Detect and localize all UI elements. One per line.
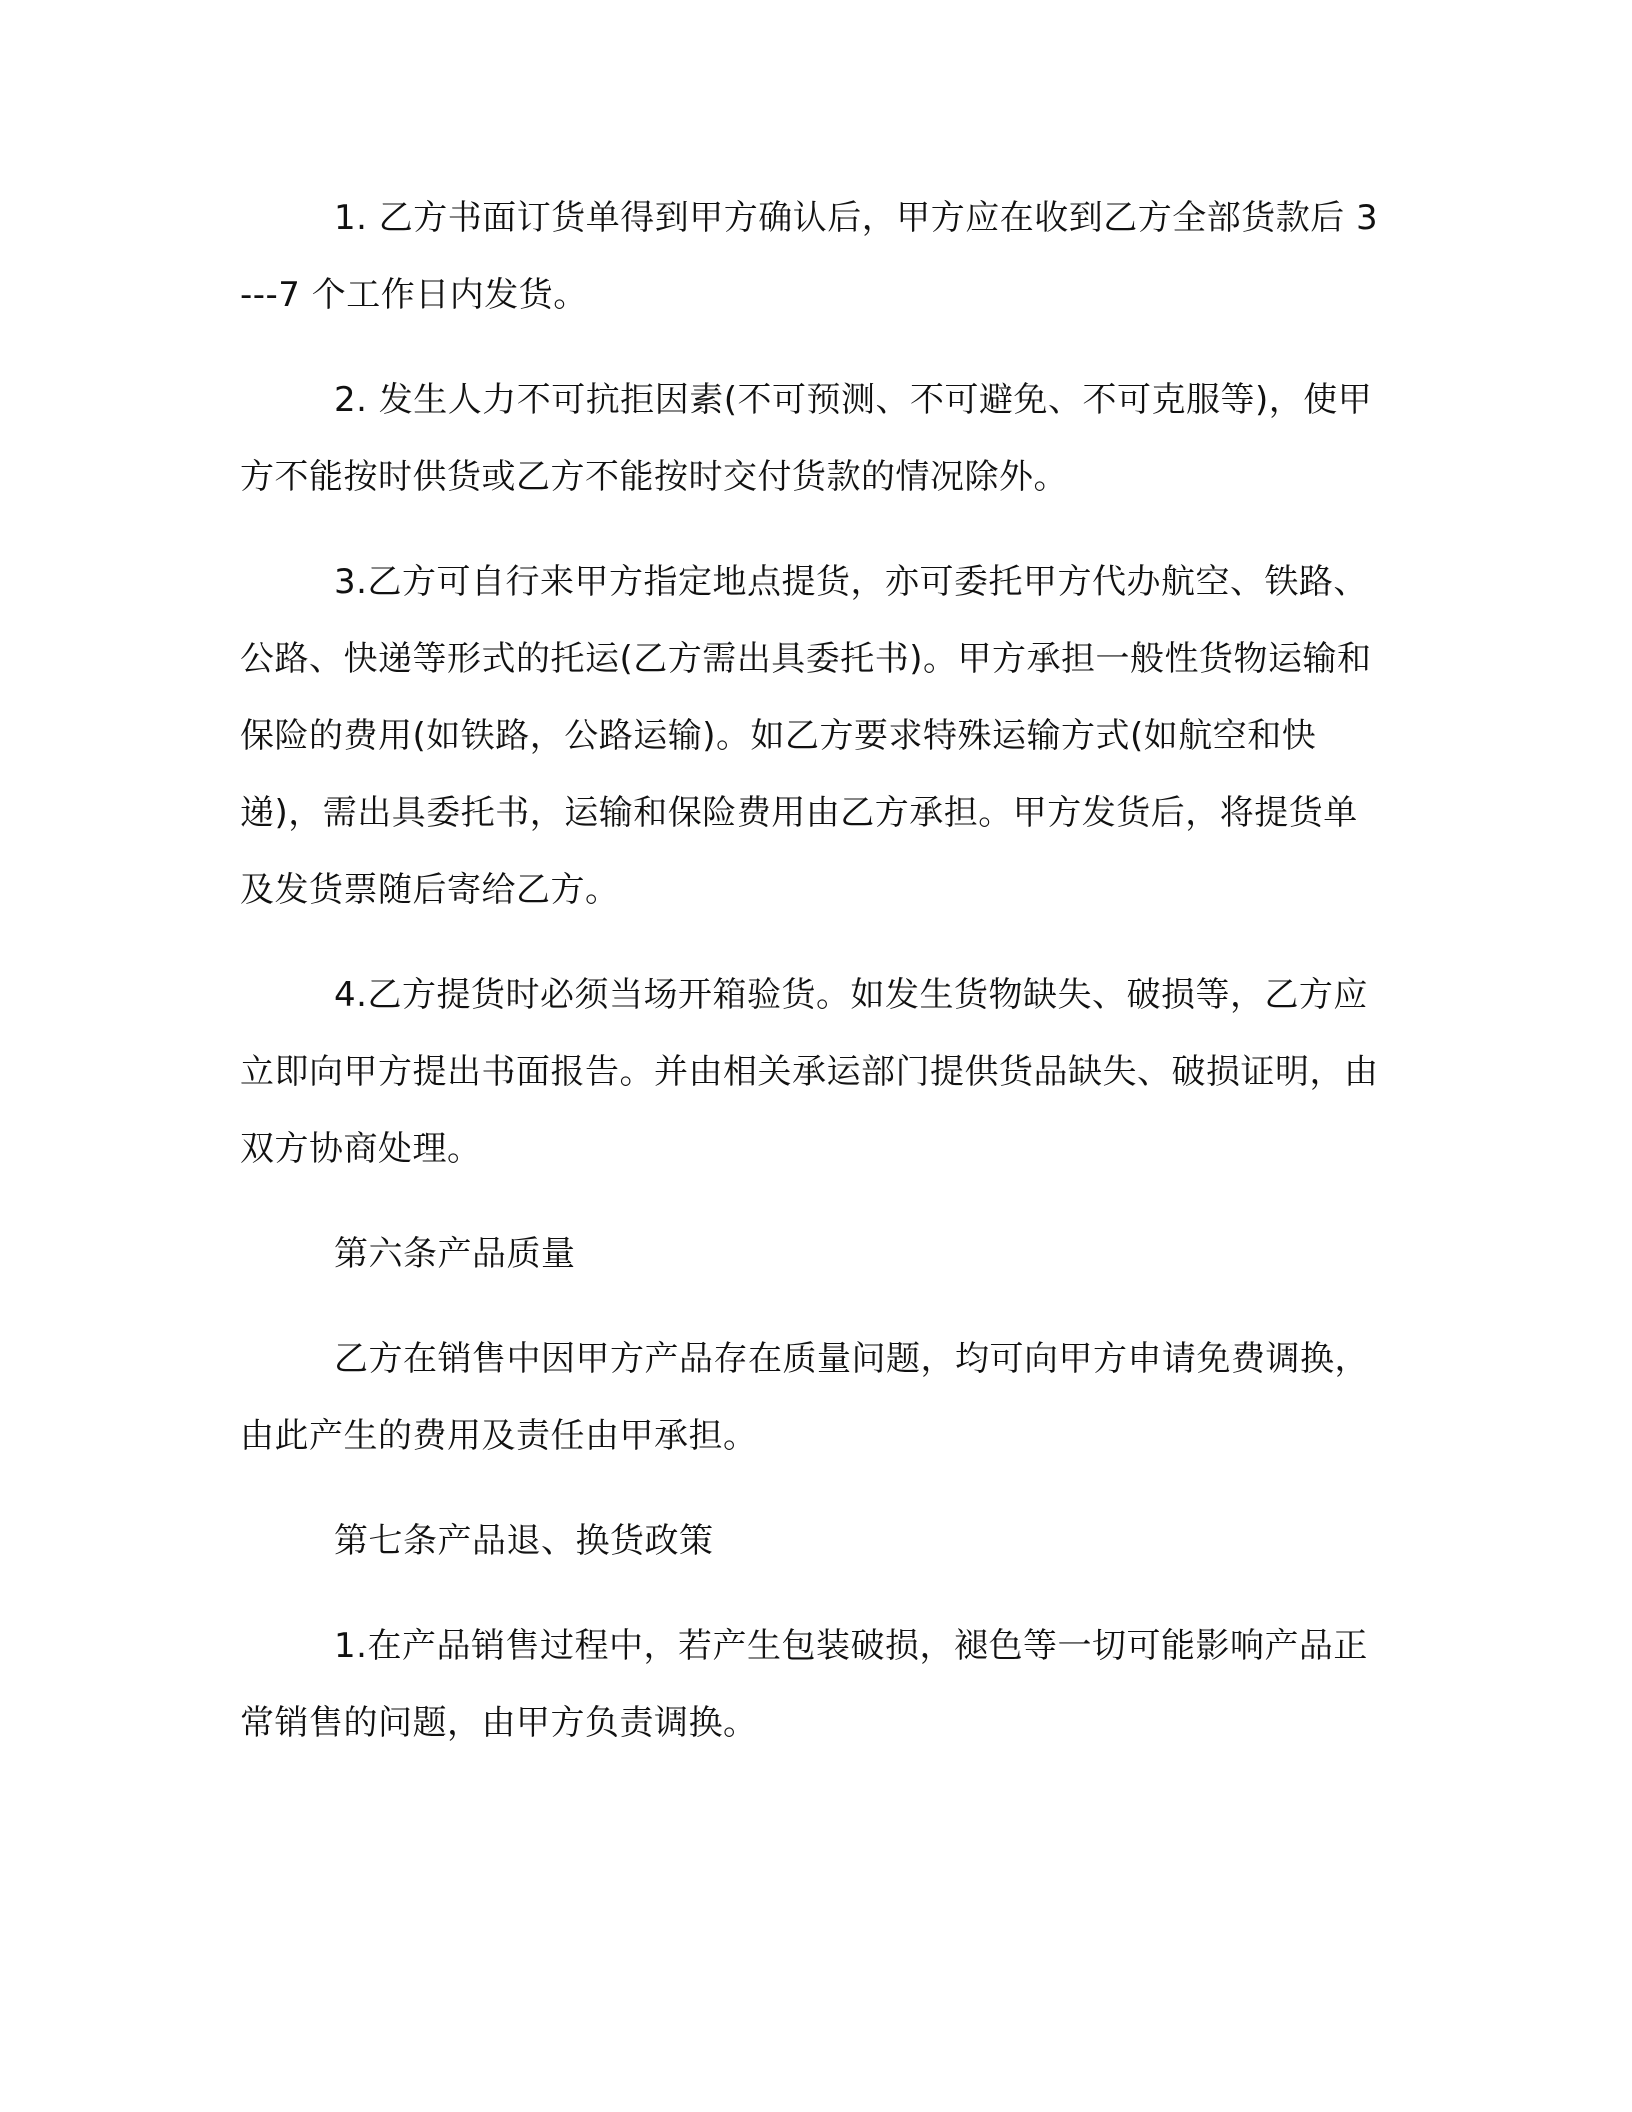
paragraph-force-majeure: 2. 发生人力不可抗拒因素(不可预测、不可避免、不可克服等)，使甲方不能按时供货或乙方不能按时交付货款的情况除外。 bbox=[240, 380, 1373, 497]
section-heading-quality: 第六条产品质量 bbox=[334, 1234, 576, 1274]
document-body bbox=[240, 180, 1390, 1790]
section-heading-returns: 第七条产品退、换货政策 bbox=[334, 1521, 714, 1561]
paragraph-inspection: 4.乙方提货时必须当场开箱验货。如发生货物缺失、破损等，乙方应立即向甲方提出书面报告。并由相关承运部门提供货品缺失、破损证明，由双方协商处理。 bbox=[240, 975, 1379, 1169]
paragraph-shipping: 3.乙方可自行来甲方指定地点提货，亦可委托甲方代办航空、铁路、公路、快递等形式的托运(乙方需出具委托书)。甲方承担一般性货物运输和保险的费用(如铁路，公路运输)。如乙方要求特殊运输方式(如航空和快递)，需出具委托书，运输和保险费用由乙方承担。甲方发货后，将提货单及发货票随后寄给乙方。 bbox=[240, 562, 1372, 910]
paragraph-quality: 乙方在销售中因甲方产品存在质量问题，均可向甲方申请免费调换，由此产生的费用及责任由甲承担。 bbox=[240, 1339, 1369, 1456]
paragraph-returns: 1.在产品销售过程中，若产生包装破损，褪色等一切可能影响产品正常销售的问题，由甲方负责调换。 bbox=[240, 1626, 1368, 1743]
paragraph-delivery-time: 1. 乙方书面订货单得到甲方确认后，甲方应在收到乙方全部货款后 3---7 个工作日内发货。 bbox=[240, 198, 1379, 315]
